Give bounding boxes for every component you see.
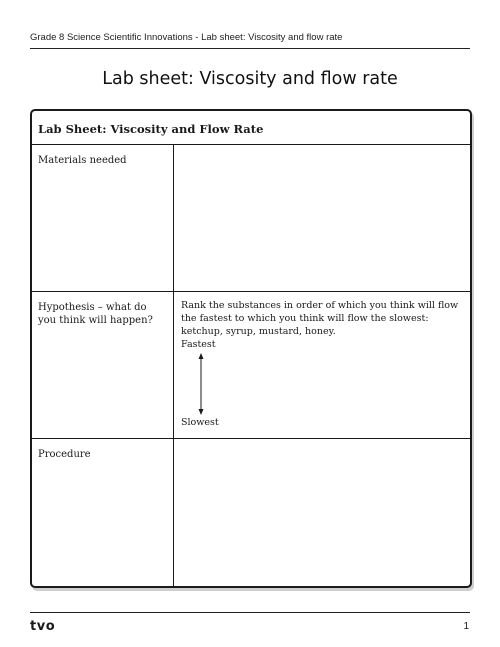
row-hypothesis bbox=[32, 292, 470, 439]
procedure-label: Procedure bbox=[32, 439, 174, 586]
double-arrow-icon bbox=[196, 353, 206, 415]
materials-answer-area[interactable] bbox=[174, 145, 470, 291]
footer-divider bbox=[30, 612, 470, 613]
page-title: Lab sheet: Viscosity and flow rate bbox=[102, 69, 398, 89]
hypothesis-instructions: Rank the substances in order of which you think will flow the fastest to which you think will flow the slowest: ketchup, syrup, mustard, honey. bbox=[181, 300, 459, 337]
procedure-answer-area[interactable] bbox=[174, 439, 470, 586]
lab-sheet-heading: Lab Sheet: Viscosity and Flow Rate bbox=[32, 111, 470, 145]
lab-sheet-table bbox=[30, 109, 472, 588]
page-number: 1 bbox=[463, 621, 469, 632]
row-procedure bbox=[32, 439, 470, 586]
scale-slowest-label: Slowest bbox=[181, 417, 219, 428]
hypothesis-answer-area[interactable] bbox=[174, 292, 470, 438]
tvo-logo: tvo bbox=[30, 619, 56, 634]
header-divider bbox=[30, 48, 470, 49]
row-materials bbox=[32, 145, 470, 292]
materials-label: Materials needed bbox=[32, 145, 174, 291]
hypothesis-label: Hypothesis – what do you think will happen? bbox=[32, 292, 174, 438]
scale-fastest-label: Fastest bbox=[181, 339, 216, 350]
document-breadcrumb: Grade 8 Science Scientific Innovations - Lab sheet: Viscosity and flow rate bbox=[30, 32, 343, 43]
